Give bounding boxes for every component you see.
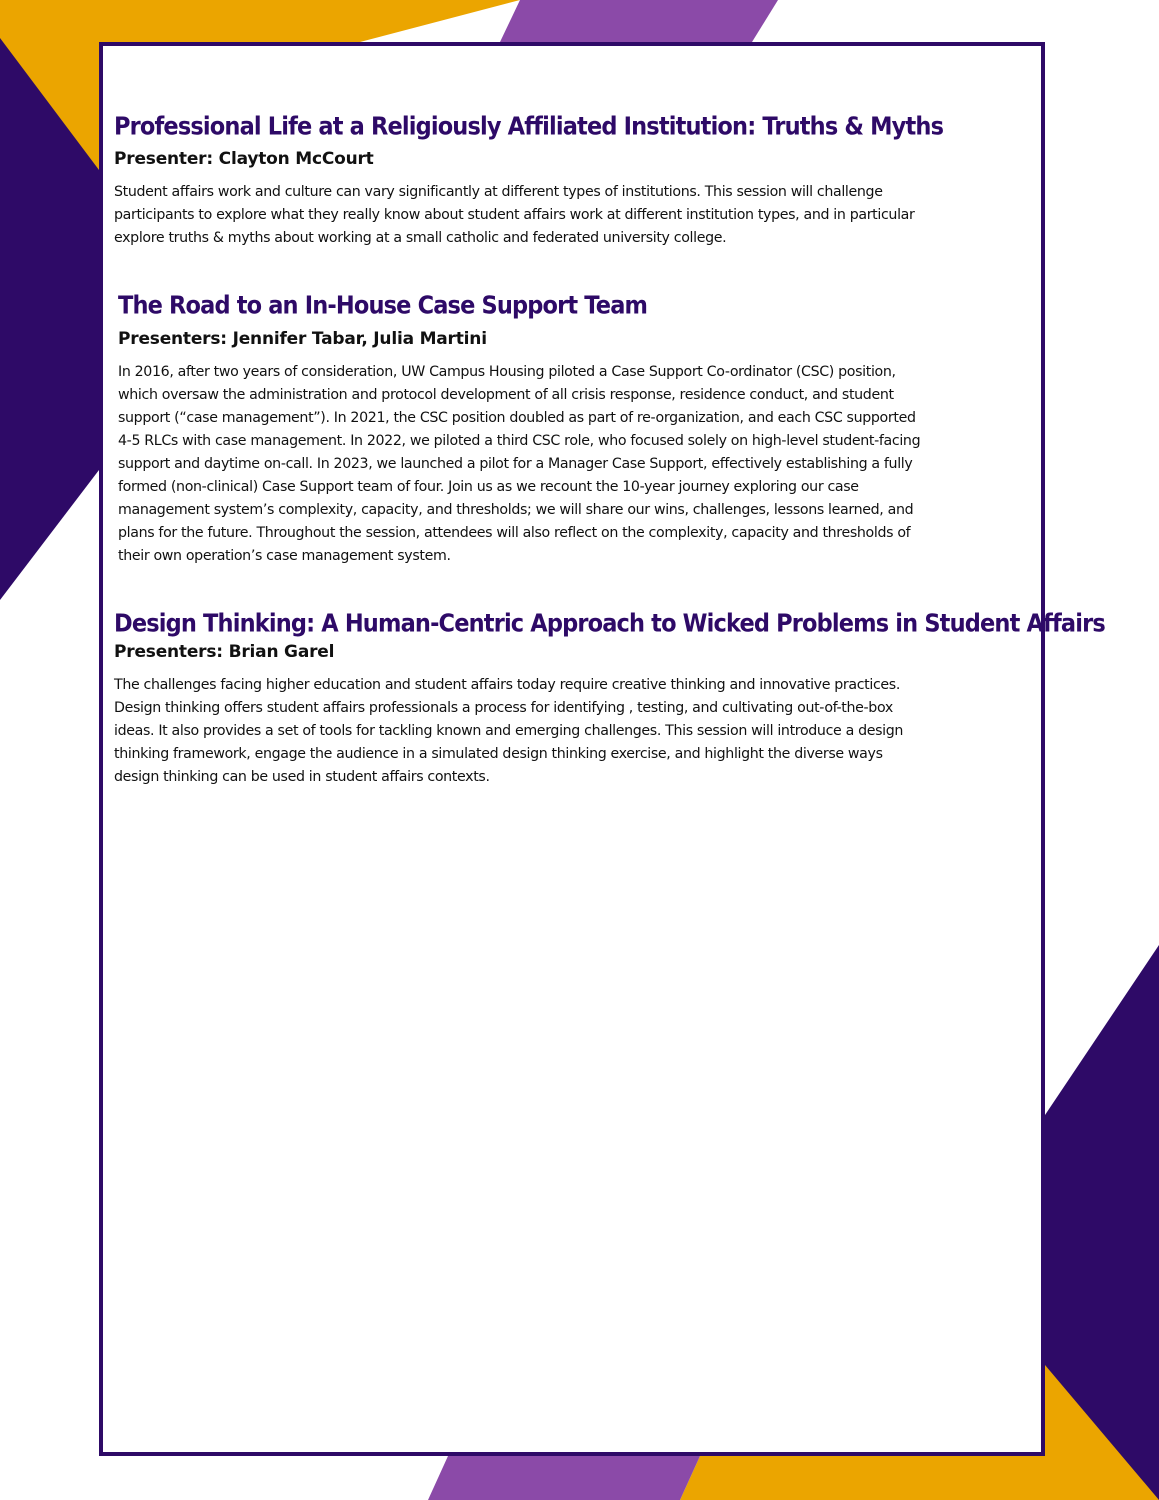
description-line: their own operation’s case management system.	[118, 548, 451, 564]
description-line: ideas. It also provides a set of tools for tackling known and emerging challenges. This session will introduce a design	[114, 723, 904, 739]
purple-stripe-bottom	[428, 1456, 700, 1500]
session-description	[114, 181, 1042, 250]
session-presenter: Presenters: Brian Garel	[114, 642, 335, 662]
session-presenter: Presenter: Clayton McCourt	[114, 149, 374, 169]
dark-purple-triangle-right	[1045, 945, 1159, 1365]
session-title: The Road to an In-House Case Support Team	[118, 291, 648, 321]
session-presenter: Presenters: Jennifer Tabar, Julia Martini	[118, 329, 487, 349]
description-line: support (“case management”). In 2021, the CSC position doubled as part of re-organization, and each CSC supported	[118, 410, 916, 426]
session-description	[114, 674, 1042, 789]
description-line: plans for the future. Throughout the session, attendees will also reflect on the complexity, capacity and thresholds of	[118, 525, 911, 541]
session-title: Design Thinking: A Human-Centric Approach to Wicked Problems in Student Affairs	[114, 609, 1105, 639]
description-line: which oversaw the administration and protocol development of all crisis response, residence conduct, and student	[118, 387, 894, 403]
description-line: design thinking can be used in student affairs contexts.	[114, 769, 490, 785]
description-line: The challenges facing higher education and student affairs today require creative thinking and innovative practices.	[114, 677, 901, 693]
description-line: management system’s complexity, capacity, and thresholds; we will share our wins, challenges, lessons learned, and	[118, 502, 914, 518]
session-2	[118, 289, 1046, 568]
purple-stripe-top	[500, 0, 778, 42]
session-description	[118, 361, 1046, 568]
description-line: participants to explore what they really know about student affairs work at different institution types, and in particular	[114, 207, 915, 223]
description-line: In 2016, after two years of consideration, UW Campus Housing piloted a Case Support Co-ordinator (CSC) position,	[118, 364, 896, 380]
session-3	[114, 607, 1105, 789]
session-title: Professional Life at a Religiously Affiliated Institution: Truths & Myths	[114, 112, 944, 142]
description-line: Design thinking offers student affairs professionals a process for identifying , testing, and cultivating out-of-the-box	[114, 700, 893, 716]
description-line: Student affairs work and culture can vary significantly at different types of institutions. This session will challenge	[114, 184, 883, 200]
description-line: thinking framework, engage the audience in a simulated design thinking exercise, and highlight the diverse ways	[114, 746, 883, 762]
description-line: support and daytime on-call. In 2023, we launched a pilot for a Manager Case Support, effectively establishing a fully	[118, 456, 913, 472]
description-line: formed (non-clinical) Case Support team of four. Join us as we recount the 10-year journey exploring our case	[118, 479, 859, 495]
description-line: 4-5 RLCs with case management. In 2022, we piloted a third CSC role, who focused solely on high-level student-facing	[118, 433, 921, 449]
description-line: explore truths & myths about working at a small catholic and federated university college.	[114, 230, 727, 246]
session-1	[114, 110, 1042, 250]
